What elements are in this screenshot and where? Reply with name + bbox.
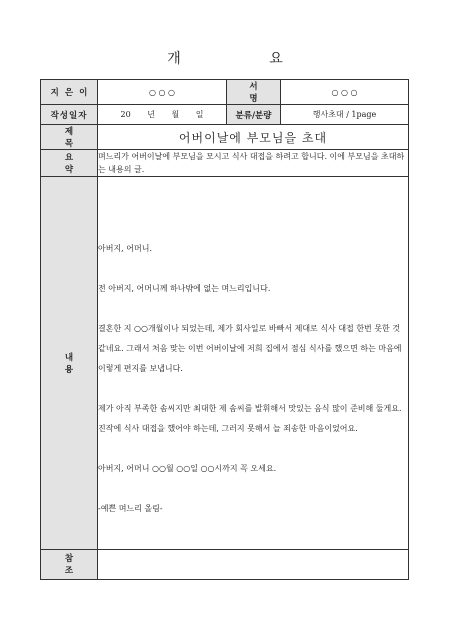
- date-label: 작성일자: [41, 105, 98, 125]
- signature-value: ○ ○ ○: [281, 80, 409, 105]
- date-row: [41, 105, 409, 125]
- overview-form: [40, 79, 409, 580]
- subject-row: [41, 125, 409, 150]
- date-value: 20 년 월 일: [98, 105, 227, 125]
- author-row: [41, 80, 409, 105]
- letter-greeting: 아버지, 어머니.: [98, 243, 152, 253]
- content-label: 내 용: [41, 177, 98, 549]
- summary-label: 요 약: [41, 150, 98, 177]
- letter-invitation: 아버지, 어머니 ○○월 ○○일 ○○시까지 꼭 오세요.: [98, 463, 277, 473]
- author-label: 지은이: [41, 80, 98, 105]
- category-value: 행사초대 / 1page: [281, 105, 409, 125]
- summary-row: [41, 150, 409, 177]
- reference-label: 참 조: [41, 549, 98, 579]
- letter-signature: -예쁜 며느리 올림-: [98, 503, 163, 513]
- letter-body: [98, 177, 409, 549]
- reference-row: [41, 549, 409, 579]
- letter-paragraph-1: 결혼한 지 ○○개월이나 되었는데, 제가 회사일로 바빠서 제대로 식사 대접 한번 못한 것 같네요. 그래서 처음 맞는 이번 어버이날에 저희 집에서 점심 식사를 했으면 하는 마음에 이렇게 편지를 보냅니다.: [98, 323, 402, 373]
- page-title: 개 요: [167, 51, 325, 67]
- category-label: 분류/분량: [227, 105, 281, 125]
- reference-value: [98, 549, 409, 579]
- subject-label: 제 목: [41, 125, 98, 150]
- letter-paragraph-2: 제가 아직 부족한 솜씨지만 최대한 제 솜씨를 발휘해서 맛있는 음식 많이 준비해 둘게요. 진작에 식사 대접을 했어야 하는데, 그러지 못해서 늘 죄송한 마음이었어요.: [98, 403, 402, 433]
- subject-value: 어버이날에 부모님을 초대: [98, 125, 409, 150]
- content-row: [41, 177, 409, 549]
- signature-label: 서 명: [227, 80, 281, 105]
- author-value: ○ ○ ○: [98, 80, 227, 105]
- summary-value: 며느리가 어버이날에 부모님을 모시고 식사 대접을 하려고 합니다. 이에 부모님을 초대하는 내용의 글.: [98, 150, 409, 177]
- letter-intro: 전 아버지, 어머니께 하나밖에 없는 며느리입니다.: [98, 283, 271, 293]
